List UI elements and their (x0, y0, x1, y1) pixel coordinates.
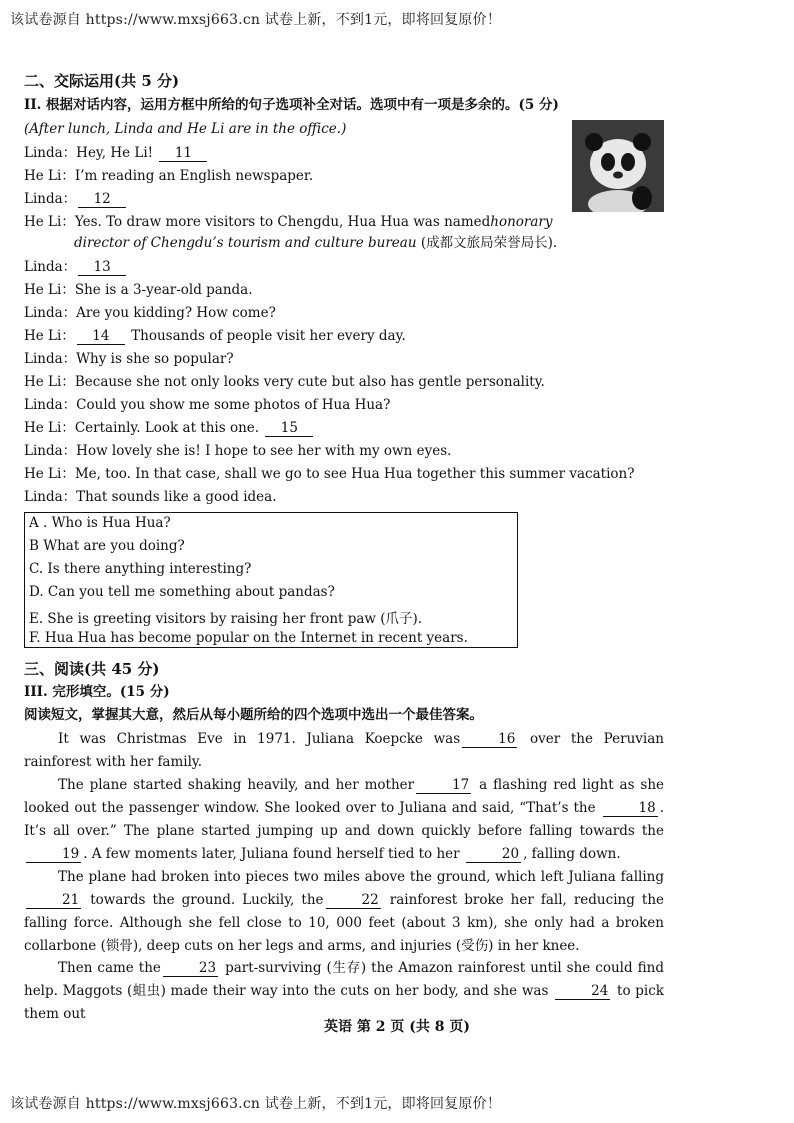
answer-blank: 20 (466, 847, 521, 863)
dialogue-line (24, 396, 390, 414)
passage-paragraph (24, 728, 664, 774)
dialogue-line (24, 419, 315, 437)
dialogue-line (24, 488, 277, 506)
dialogue-text: Yes. To draw more visitors to Chengdu, Hua Hua was named (74, 214, 491, 230)
dialogue-text: Could you show me some photos of Hua Hua? (76, 397, 391, 413)
speaker-label: He Li： (24, 282, 75, 298)
answer-blank: 24 (555, 984, 610, 1000)
option-b: B What are you doing? (29, 538, 185, 554)
dialogue-setting: (After lunch, Linda and He Li are in the office.) (24, 121, 347, 137)
dialogue-line (24, 442, 451, 460)
answer-blank: 12 (78, 192, 126, 208)
source-banner-bottom: 该试卷源自 https://www.mxsj663.cn 试卷上新，不到1元，即将回复原价！ (10, 1096, 502, 1112)
section3-subtitle: III. 完形填空。(15 分) (24, 684, 170, 700)
answer-blank: 11 (159, 146, 207, 162)
passage-text: Then came the (58, 960, 161, 976)
dialogue-line (24, 190, 128, 208)
passage-text: . A few moments later, Juliana found herself tied to her (83, 846, 464, 862)
answer-blank: 17 (416, 778, 471, 794)
option-c: C. Is there anything interesting? (29, 561, 252, 577)
passage-text: It was Christmas Eve in 1971. Juliana Koepcke was (58, 731, 461, 747)
options-box (24, 512, 518, 648)
speaker-label: He Li： (24, 214, 75, 230)
panda-photo (572, 120, 664, 212)
dialogue-line (24, 327, 406, 345)
dialogue-line (24, 167, 313, 185)
passage-text: to pick them out (24, 983, 664, 1022)
answer-blank: 15 (265, 421, 313, 437)
speaker-label: He Li： (24, 328, 75, 344)
dialogue-text: Thousands of people visit her every day. (126, 328, 406, 344)
dialogue-text: She is a 3-year-old panda. (74, 282, 253, 298)
section3-instruction: 阅读短文，掌握其大意，然后从每小题所给的四个选项中选出一个最佳答案。 (24, 707, 483, 723)
speaker-label: Linda： (24, 489, 77, 505)
speaker-label: Linda： (24, 397, 77, 413)
answer-blank: 19 (26, 847, 81, 863)
speaker-label: Linda： (24, 443, 77, 459)
speaker-label: Linda： (24, 305, 77, 321)
passage-paragraph (24, 866, 664, 958)
answer-blank: 16 (462, 732, 517, 748)
dialogue-italic-text: director of Chengdu’s tourism and culture bureau (74, 235, 417, 251)
dialogue-text: I’m reading an English newspaper. (74, 168, 314, 184)
passage-text: rainforest broke her fall, reducing the falling force. Although she fell close to 10, 000 feet (about 3 km), she only had a broken collarbone (锁骨), deep cuts on her legs and arms, and injuries (受伤) in her knee. (24, 892, 664, 954)
speaker-label: Linda： (24, 191, 77, 207)
passage-text: The plane had broken into pieces two miles above the ground, which left Juliana falling (58, 869, 664, 885)
dialogue-line (24, 350, 234, 368)
section3-title: 三、阅读(共 45 分) (24, 660, 160, 678)
dialogue-line (24, 258, 128, 276)
passage-text: over the Peruvian rainforest with her family. (24, 731, 664, 770)
passage-text: The plane started shaking heavily, and her mother (58, 777, 415, 793)
answer-blank: 22 (326, 893, 381, 909)
dialogue-text: Because she not only looks very cute but also has gentle personality. (74, 374, 545, 390)
dialogue-text: That sounds like a good idea. (76, 489, 277, 505)
dialogue-line (74, 234, 557, 252)
speaker-label: He Li： (24, 466, 75, 482)
dialogue-line (24, 144, 209, 162)
dialogue-text: How lovely she is! I hope to see her with my own eyes. (76, 443, 452, 459)
dialogue-line (24, 281, 253, 299)
dialogue-line (24, 465, 634, 483)
passage-paragraph (24, 774, 664, 866)
dialogue-text: Why is she so popular? (76, 351, 234, 367)
source-banner-top: 该试卷源自 https://www.mxsj663.cn 试卷上新，不到1元，即将回复原价！ (10, 12, 502, 28)
passage-text: part-surviving (生存) the Amazon rainforest until she could find help. Maggots (蛆虫) made their way into the cuts on her body, and she was (24, 960, 664, 999)
speaker-label: Linda： (24, 351, 77, 367)
dialogue-text: Hey, He Li! (76, 145, 158, 161)
speaker-label: He Li： (24, 374, 75, 390)
dialogue-text: Me, too. In that case, shall we go to see Hua Hua together this summer vacation? (74, 466, 635, 482)
dialogue-italic-text: honorary (490, 214, 553, 230)
speaker-label: Linda： (24, 259, 77, 275)
section2-instruction: II. 根据对话内容，运用方框中所给的句子选项补全对话。选项中有一项是多余的。(5 分) (24, 97, 559, 113)
option-a: A . Who is Hua Hua? (29, 515, 171, 531)
option-f: F. Hua Hua has become popular on the Internet in recent years. (29, 630, 468, 646)
answer-blank: 14 (77, 329, 125, 345)
answer-blank: 21 (26, 893, 81, 909)
dialogue-text: Are you kidding? How come? (76, 305, 276, 321)
speaker-label: Linda： (24, 145, 77, 161)
dialogue-line (24, 213, 553, 231)
passage-text: towards the ground. Luckily, the (83, 892, 324, 908)
answer-blank: 18 (603, 801, 658, 817)
page-footer: 英语 第 2 页 (共 8 页) (324, 1019, 470, 1035)
dialogue-text: (成都文旅局荣誉局长). (416, 235, 558, 251)
speaker-label: He Li： (24, 168, 75, 184)
option-d: D. Can you tell me something about pandas? (29, 584, 335, 600)
option-e: E. She is greeting visitors by raising her front paw (爪子). (29, 611, 423, 627)
section2-title: 二、交际运用(共 5 分) (24, 72, 180, 90)
dialogue-line (24, 304, 276, 322)
dialogue-text: Certainly. Look at this one. (74, 420, 264, 436)
speaker-label: He Li： (24, 420, 75, 436)
passage-text: a flashing red light as she looked out the passenger window. She looked over to Juliana and said, “That’s the (24, 777, 665, 816)
answer-blank: 23 (163, 961, 218, 977)
passage-text: , falling down. (523, 846, 621, 862)
dialogue-line (24, 373, 545, 391)
answer-blank: 13 (78, 260, 126, 276)
passage-text: . It’s all over.” The plane started jumping up and down quickly before falling towards the (24, 800, 664, 839)
